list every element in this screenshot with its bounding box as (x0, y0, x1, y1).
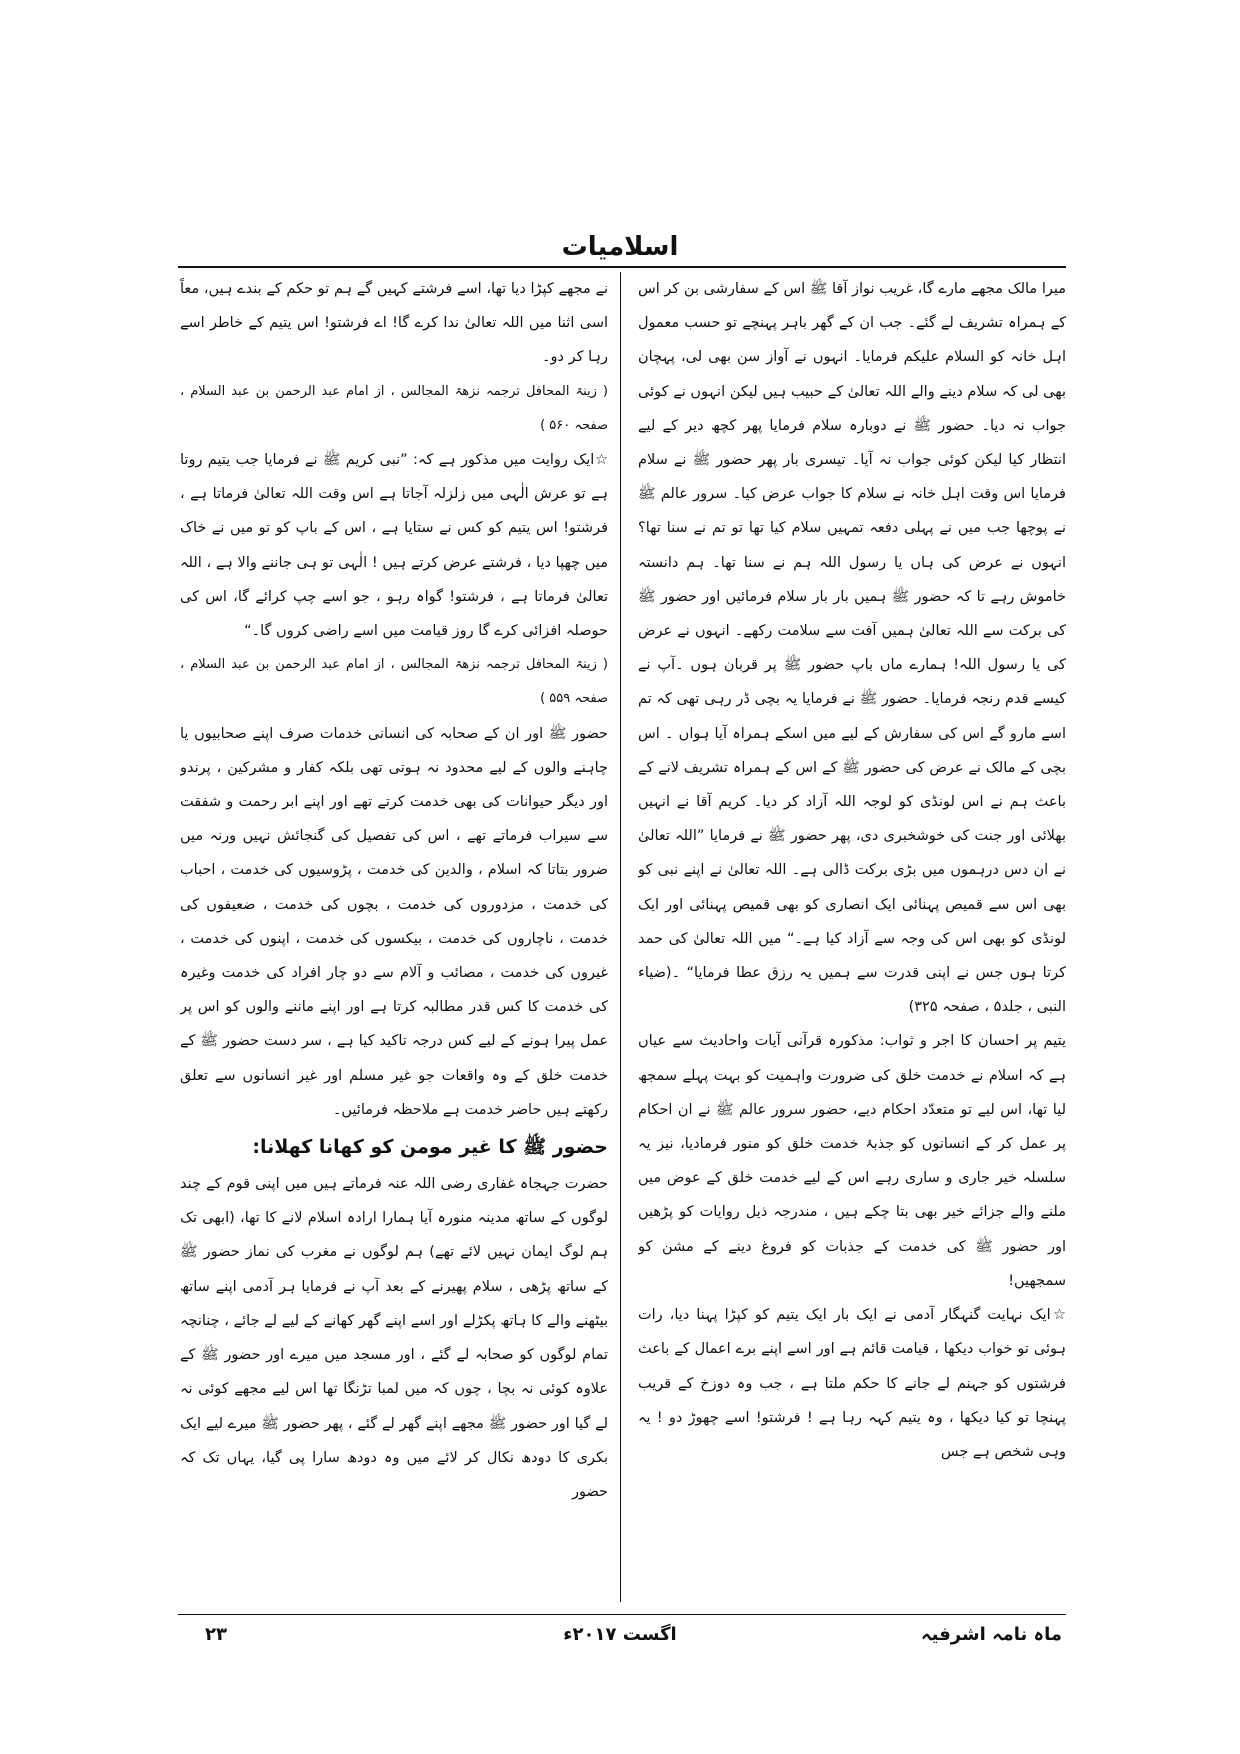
issue-date: اگست ۲۰۱۷ء (563, 1624, 677, 1645)
article-paragraph: حضور ﷺ اور ان کے صحابہ کی انسانی خدمات صرف اپنے صحابیوں یا چاہنے والوں کے لیے محدود نہ ہوتی تھی بلکہ کفار و مشرکین ، پرندو اور دیگر حیوانات کی بھی خدمت کرتے تھے اور اپنے ابر رحمت و شفقت سے سیراب فرماتے تھے ، اس کی تفصیل کی گنجائش نہیں ورنہ میں ضرور بتاتا کہ اسلام ، والدین کی خدمت ، پڑوسیوں کی خدمت ، احباب کی خدمت ، مزدوروں کی خدمت ، بچوں کی خدمت ، ضعیفوں کی خدمت ، ناچاروں کی خدمت ، بیکسوں کی خدمت ، اپنوں کی خدمت ، غیروں کی خدمت ، مصائب و آلام سے دو چار افراد کی خدمت وغیرہ کی خدمت کا کس قدر مطالبہ کرتا ہے اور اپنے ماننے والوں کو اس پر عمل پیرا ہونے کے لیے کس درجہ تاکید کیا ہے ، سر دست حضور ﷺ کے خدمت خلق کے وہ واقعات جو غیر مسلم اور غیر انسانوں سے تعلق رکھتے ہیں حاضر خدمت ہے ملاحظہ فرمائیں۔ (180, 725, 608, 1118)
citation: ( زینۃ المحافل ترجمہ نزھۃ المجالس ، از امام عبد الرحمن بن عبد السلام ، صفحہ ۵۶۰ ) (180, 383, 608, 433)
magazine-name: ماہ نامہ اشرفیہ (921, 1624, 1062, 1645)
page-title: اسلامیات (561, 232, 679, 262)
section-heading: حضور ﷺ کا غیر مومن کو کھانا کھلانا: (252, 1136, 608, 1159)
article-paragraph: نے مجھے کپڑا دیا تھا، اسے فرشتے کہیں گے ہم تو حکم کے بندے ہیں، معاً اسی اثنا میں اللہ تعالیٰ ندا کرے گا! اے فرشتو! اس یتیم کے خاطر اسے رہا کر دو۔ (180, 281, 608, 366)
header-divider (178, 266, 1066, 268)
right-column (638, 272, 1066, 1602)
article-paragraph: میرا مالک مجھے مارے گا، غریب نواز آقا ﷺ اس کے سفارشی بن کر اس کے ہمراہ تشریف لے گئے۔ جب ان کے گھر باہر پہنچے تو حسب معمول اہل خانہ کو السلام علیکم فرمایا۔ انہوں نے آواز سن بھی لی، پہچان بھی لی کہ سلام دینے والے اللہ تعالیٰ کے حبیب ہیں لیکن انہوں نے کوئی جواب نہ دیا۔ حضور ﷺ نے دوبارہ سلام فرمایا پھر کچھ دیر کے لیے انتظار کیا لیکن کوئی جواب نہ آیا۔ تیسری بار پھر حضور ﷺ نے سلام فرمایا اس وقت اہل خانہ نے سلام کا جواب عرض کیا۔ سرور عالم ﷺ نے پوچھا جب میں نے پہلی دفعہ تمہیں سلام کیا تھا تو تم نے سنا تھا؟ انہوں نے عرض کی ہاں یا رسول اللہ ہم نے سنا تھا۔ ہم دانستہ خاموش رہے تا کہ حضور ﷺ ہمیں بار بار سلام فرمائیں اور حضور ﷺ کی برکت سے اللہ تعالیٰ ہمیں آفت سے سلامت رکھے۔ انہوں نے عرض کی یا رسول اللہ! ہمارے ماں باپ حضور ﷺ پر قربان ہوں ۔آپ نے کیسے قدم رنجہ فرمایا۔ حضور ﷺ نے فرمایا یہ بچی ڈر رہی تھی کہ تم اسے مارو گے اس کی سفارش کے لیے میں اسکے ہمراہ آیا ہواں ۔ اس بچی کے مالک نے عرض کی حضور ﷺ کے اس کے ہمراہ تشریف لانے کے باعث ہم نے اس لونڈی کو لوجہ اللہ آزاد کر دیا۔ کریم آقا نے انہیں بھلائی اور جنت کی خوشخبری دی، پھر حضور ﷺ نے فرمایا ”اللہ تعالیٰ نے ان دس درہموں میں بڑی برکت ڈالی ہے۔ اللہ تعالیٰ نے اپنے نبی کو بھی اس سے قمیص پہنائی ایک انصاری کو بھی قمیص پہنائی اور ایک لونڈی کو بھی اس کی وجہ سے آزاد کیا ہے۔“ میں اللہ تعالیٰ کی حمد کرتا ہوں جس نے اپنی قدرت سے ہمیں یہ رزق عطا فرمایا“ ۔(ضیاء النبی ، جلد۵ ، صفحہ ۳۲۵) (638, 281, 1066, 1016)
article-paragraph: یتیم پر احسان کا اجر و ثواب: مذکورہ قرآنی آیات واحادیث سے عیاں ہے کہ اسلام نے خدمت خلق کی ضرورت واہمیت کو بہت پہلے سمجھ لیا تھا، اس لیے تو متعدّد احکام دیے، حضور سرور عالم ﷺ نے ان احکام پر عمل کر کے انسانوں کو جذبۂ خدمت خلق کو منور فرمادیا، نیز یہ سلسلہ خیر جاری و ساری رہے اس کے لیے خدمت خلق کے عوض میں ملنے والے جزائے خیر بھی بتا چکے ہیں ، مندرجہ ذیل روایات کو پڑھیں اور حضور ﷺ کی خدمت کے جذبات کو فروغ دینے کے مشن کو سمجھیں! (638, 1033, 1066, 1289)
article-paragraph: ☆ایک نہایت گنہگار آدمی نے ایک بار ایک یتیم کو کپڑا پہنا دیا، رات ہوئی تو خواب دیکھا ، قیامت قائم ہے اور اسے اپنے برے اعمال کے باعث فرشتوں کو جہنم لے جانے کا حکم ملتا ہے ، جب وہ دوزخ کے قریب پہنچا تو کیا دیکھا ، وہ یتیم کہہ رہا ہے ! فرشتو! اسے چھوڑ دو ! یہ وہی شخص ہے جس (638, 1307, 1066, 1460)
left-column (180, 272, 608, 1602)
page-number: ۲۳ (205, 1624, 227, 1645)
citation: ( زینۃ المحافل ترجمہ نزھۃ المجالس ، از امام عبد الرحمن بن عبد السلام ، صفحہ ۵۵۹ ) (180, 657, 608, 707)
footer-divider (178, 1614, 1066, 1615)
column-divider (620, 272, 621, 1602)
article-paragraph: حضرت جہجاہ غفاری رضی اللہ عنہ فرماتے ہیں میں اپنی قوم کے چند لوگوں کے ساتھ مدینہ منورہ آیا ہمارا ارادہ اسلام لانے کا تھا، (ابھی تک ہم لوگ ایمان نہیں لائے تھے) ہم لوگوں نے مغرب کی نماز حضور ﷺ کے ساتھ پڑھی ، سلام پھیرنے کے بعد آپ نے فرمایا ہر آدمی اپنے ساتھ بیٹھنے والے کا ہاتھ پکڑلے اور اسے اپنے گھر کھانے کے لیے لے جائے ، چنانچہ تمام لوگوں کو صحابہ لے گئے ، اور مسجد میں میرے اور حضور ﷺ کے علاوہ کوئی نہ بچا ، چوں کہ میں لمبا تڑنگا تھا اس لیے مجھے کوئی نہ لے گیا اور حضور ﷺ مجھے اپنے گھر لے گئے ، پھر حضور ﷺ میرے لیے ایک بکری کا دودھ نکال کر لائے میں وہ دودھ سارا پی گیا، یہاں تک کہ حضور (180, 1176, 608, 1500)
article-paragraph: ☆ایک روایت میں مذکور ہے کہ: ”نبی کریم ﷺ نے فرمایا جب یتیم روتا ہے تو عرش الٰہی میں زلزلہ آجاتا ہے اس وقت اللہ تعالیٰ فرماتا ہے ، فرشتو! اس یتیم کو کس نے ستایا ہے ، اس کے باپ کو تو میں نے خاک میں چھپا دیا ، فرشتے عرض کرتے ہیں ! الٰہی تو ہی جاننے والا ہے ، اللہ تعالیٰ فرماتا ہے ، فرشتو! گواہ رہو ، جو اسے چپ کرائے گا، اس کی حوصلہ افزائی کرے گا روز قیامت میں اسے راضی کروں گا۔“ (180, 452, 608, 640)
